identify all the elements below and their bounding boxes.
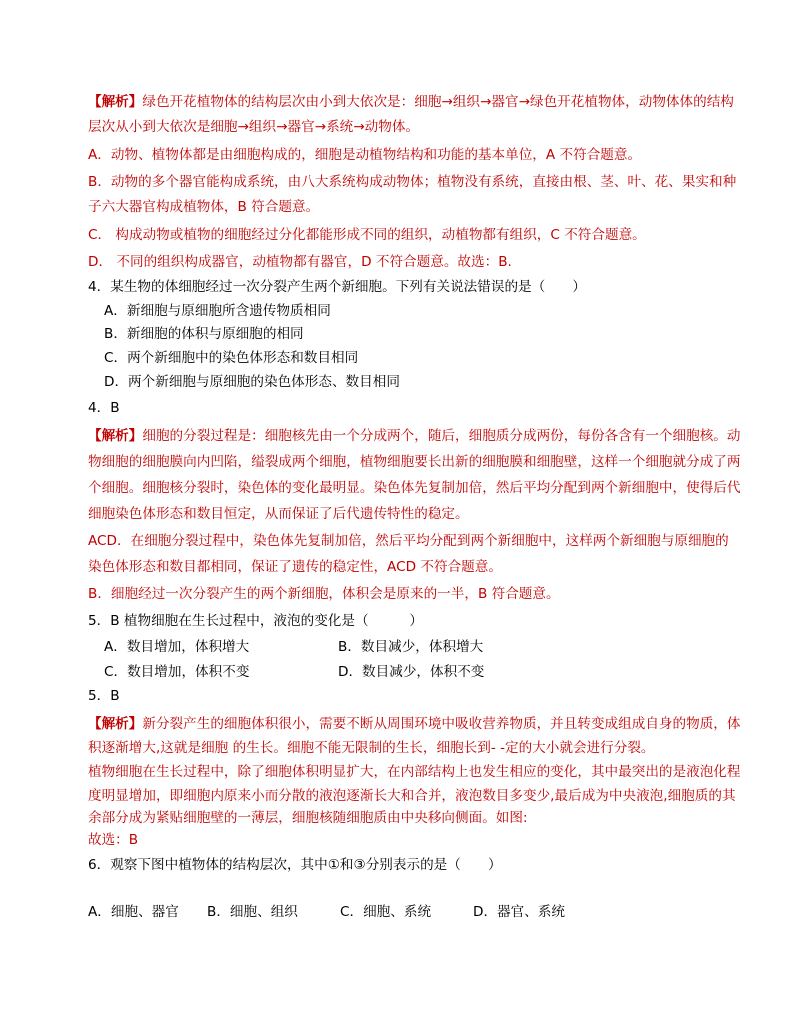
q5-analysis-line-2: 积逐渐增大,这就是细胞 的生长。细胞不能无限制的生长，细胞长到- -定的大小就会进行分裂。 [88, 740, 655, 756]
q4-analysis-line-1 [88, 426, 741, 446]
q4-option-a: A．新细胞与原细胞所含遗传物质相同 [104, 303, 331, 319]
q4-analysis-acd-line-1: ACD．在细胞分裂过程中，染色体先复制加倍，然后平均分配到两个新细胞中，这样两个新细胞与原细胞的 [88, 533, 729, 549]
q3-analysis-option-b-line-2: 子六大器官构成植物体，B 符合题意。 [88, 199, 320, 215]
q5-analysis-line-5: 余部分成为紧贴细胞壁的一薄层，细胞核随细胞质由中央移向侧面。如图: [88, 810, 528, 826]
q4-analysis-text: 细胞的分裂过程是：细胞核先由一个分成两个，随后，细胞质分成两份，每份各含有一个细胞核。动 [142, 428, 741, 444]
analysis-tag: 【解析】 [88, 428, 143, 444]
q5-analysis-line-4: 度明显增加，即细胞内原来小而分散的液泡逐渐长大和合并，液泡数目多变少,最后成为中央液泡,细胞质的其 [88, 788, 736, 804]
q5-analysis-line-3: 植物细胞在生长过程中，除了细胞体积明显扩大，在内部结构上也发生相应的变化，其中最突出的是液泡化程 [88, 764, 741, 780]
q6-option-a: A．细胞、器官 [88, 904, 179, 920]
q3-analysis-line-2: 层次从小到大依次是细胞→组织→器官→系统→动物体。 [88, 119, 420, 135]
q4-analysis-acd-line-2: 染色体形态和数目都相同，保证了遗传的稳定性，ACD 不符合题意。 [88, 559, 502, 575]
q4-analysis-line-4: 细胞染色体形态和数目恒定，从而保证了后代遗传特性的稳定。 [88, 506, 469, 522]
q6-stem: 6．观察下图中植物体的结构层次，其中①和③分别表示的是（ ） [88, 857, 502, 873]
q4-option-d: D．两个新细胞与原细胞的染色体形态、数目相同 [104, 374, 400, 390]
q4-analysis-line-2: 物细胞的细胞膜向内凹陷，缢裂成两个细胞，植物细胞要长出新的细胞膜和细胞壁，这样一个细胞就分成了两 [88, 454, 741, 470]
analysis-tag: 【解析】 [88, 716, 143, 732]
q4-analysis-b: B．细胞经过一次分裂产生的两个新细胞，体积会是原来的一半，B 符合题意。 [88, 586, 560, 602]
q3-analysis-option-c: C． 构成动物或植物的细胞经过分化都能形成不同的组织，动植物都有组织，C 不符合题意。 [88, 227, 646, 243]
q3-analysis-option-b-line-1: B．动物的多个器官能构成系统，由八大系统构成动物体；植物没有系统，直接由根、茎、叶、花、果实和种 [88, 174, 737, 190]
q5-option-b: B．数目减少，体积增大 [338, 639, 484, 655]
q4-answer: 4．B [88, 400, 120, 416]
q5-option-c: C．数目增加，体积不变 [104, 664, 250, 680]
q3-analysis-option-a: A．动物、植物体都是由细胞构成的，细胞是动植物结构和功能的基本单位，A 不符合题意。 [88, 147, 642, 163]
q5-option-a: A．数目增加，体积增大 [104, 639, 250, 655]
q5-answer: 5．B [88, 688, 120, 704]
q4-option-b: B．新细胞的体积与原细胞的相同 [104, 326, 304, 342]
analysis-tag: 【解析】 [88, 94, 143, 110]
q3-analysis-line-1 [88, 92, 734, 112]
q5-analysis-text: 新分裂产生的细胞体积很小，需要不断从周围环境中吸收营养物质，并且转变成组成自身的物质，体 [142, 716, 741, 732]
q6-option-c: C．细胞、系统 [340, 904, 432, 920]
q6-option-d: D．器官、系统 [473, 904, 566, 920]
q5-stem: 5．B 植物细胞在生长过程中，液泡的变化是（ ） [88, 613, 423, 629]
q3-analysis-text: 绿色开花植物体的结构层次由小到大依次是：细胞→组织→器官→绿色开花植物体，动物体体的结构 [142, 94, 734, 110]
q6-option-b: B．细胞、组织 [207, 904, 298, 920]
q4-stem: 4．某生物的体细胞经过一次分裂产生两个新细胞。下列有关说法错误的是（ ） [88, 279, 587, 295]
q3-analysis-option-d: D． 不同的组织构成器官，动植物都有器官，D 不符合题意。故选：B. [88, 254, 512, 270]
q5-analysis-line-6: 故选：B [88, 832, 139, 848]
q4-option-c: C．两个新细胞中的染色体形态和数目相同 [104, 350, 359, 366]
q4-analysis-line-3: 个细胞。细胞核分裂时，染色体的变化最明显。染色体先复制加倍，然后平均分配到两个新细胞中，使得后代 [88, 480, 741, 496]
q5-option-d: D．数目减少，体积不变 [338, 664, 485, 680]
q5-analysis-line-1 [88, 714, 741, 734]
